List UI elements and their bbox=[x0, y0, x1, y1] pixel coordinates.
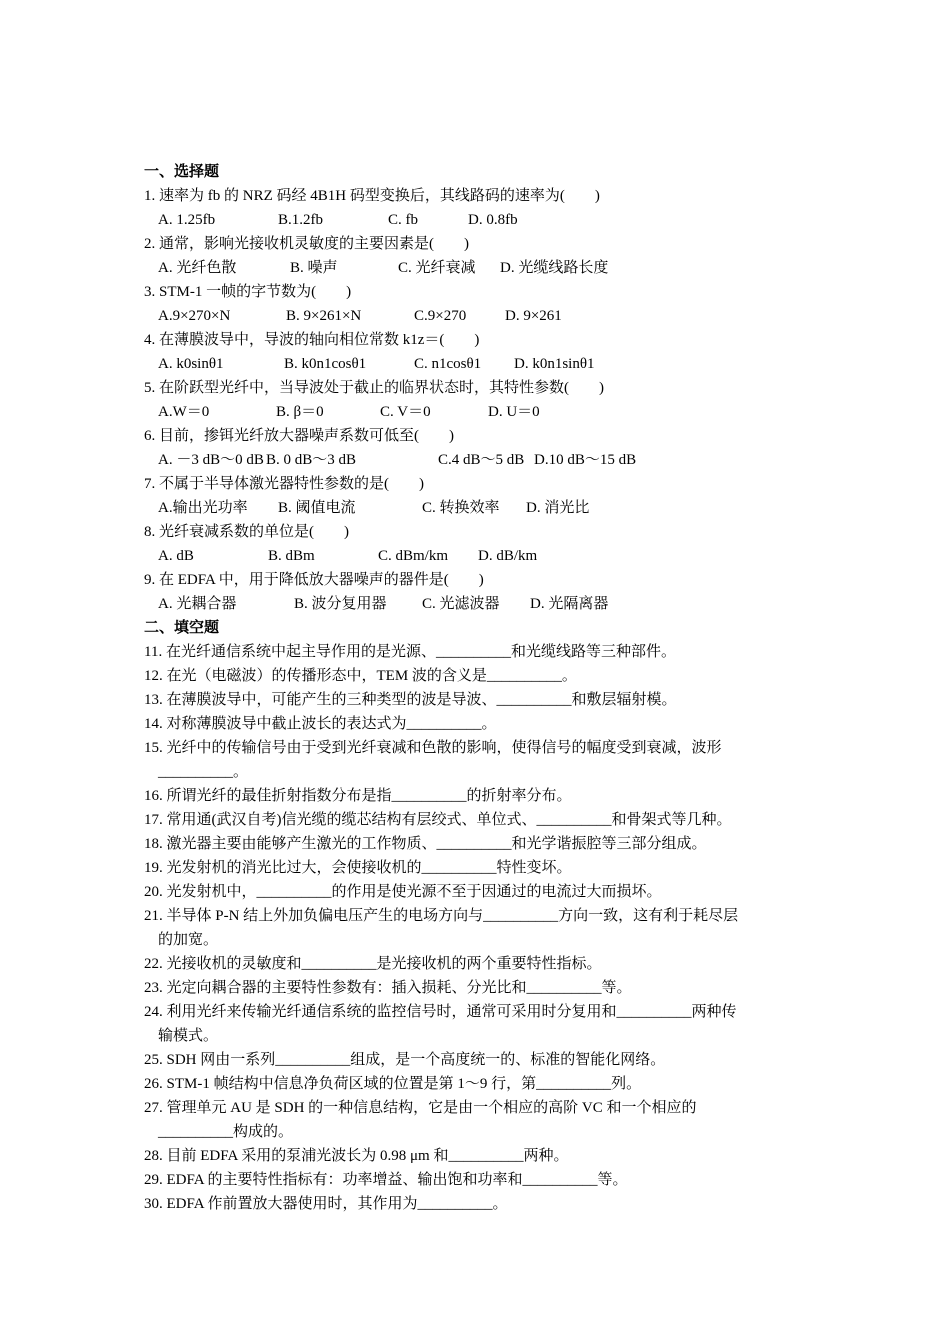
fill-blank-item: 25. SDH 网由一系列__________组成，是一个高度统一的、标准的智能化网络。 bbox=[144, 1052, 666, 1068]
option-b: B. 噪声 bbox=[290, 260, 338, 276]
question-options bbox=[144, 208, 824, 232]
fill-blank-item: 14. 对称薄膜波导中截止波长的表达式为__________。 bbox=[144, 716, 497, 732]
option-a: A. 1.25fb bbox=[158, 212, 216, 228]
fill-blank-item: 28. 目前 EDFA 采用的泵浦光波长为 0.98 μm 和__________两种。 bbox=[144, 1148, 569, 1164]
question-options bbox=[144, 304, 824, 328]
question-stem: 8. 光纤衰减系数的单位是( ) bbox=[144, 524, 349, 540]
option-b: B. k0n1cosθ1 bbox=[284, 356, 367, 372]
option-b: B. 0 dB～3 dB bbox=[266, 452, 357, 468]
fill-blank-item: 26. STM-1 帧结构中信息净负荷区域的位置是第 1～9 行，第__________列。 bbox=[144, 1076, 642, 1092]
question-stem: 2. 通常，影响光接收机灵敏度的主要因素是( ) bbox=[144, 236, 469, 252]
question-stem: 1. 速率为 fb 的 NRZ 码经 4B1H 码型变换后，其线路码的速率为( ) bbox=[144, 188, 600, 204]
section-title-choice: 一、选择题 bbox=[144, 164, 220, 180]
fill-blank-continuation: __________。 bbox=[158, 764, 249, 780]
option-a: A.W＝0 bbox=[158, 404, 210, 420]
question-options bbox=[144, 592, 824, 616]
fill-blank-item: 30. EDFA 作前置放大器使用时，其作用为__________。 bbox=[144, 1196, 508, 1212]
question-options bbox=[144, 352, 824, 376]
fill-blank-list bbox=[144, 640, 824, 1216]
option-c: C. V＝0 bbox=[380, 404, 431, 420]
fill-blank-item: 16. 所谓光纤的最佳折射指数分布是指__________的折射率分布。 bbox=[144, 788, 572, 804]
question-stem: 3. STM-1 一帧的字节数为( ) bbox=[144, 284, 352, 300]
question-stem: 4. 在薄膜波导中，导波的轴向相位常数 k1z＝( ) bbox=[144, 332, 480, 348]
option-d: D.10 dB～15 dB bbox=[534, 452, 637, 468]
section-title-fill: 二、填空题 bbox=[144, 620, 220, 636]
option-d: D. 0.8fb bbox=[468, 212, 518, 228]
option-d: D. 9×261 bbox=[505, 308, 562, 324]
option-b: B. 阈值电流 bbox=[278, 500, 356, 516]
question-options bbox=[144, 448, 824, 472]
question-options bbox=[144, 544, 824, 568]
question-stem: 6. 目前，掺铒光纤放大器噪声系数可低至( ) bbox=[144, 428, 454, 444]
fill-blank-continuation: 输模式。 bbox=[158, 1028, 219, 1044]
option-d: D. 光缆线路长度 bbox=[500, 260, 609, 276]
option-a: A. 光纤色散 bbox=[158, 260, 237, 276]
option-c: C. 光滤波器 bbox=[422, 596, 500, 612]
question-stem: 5. 在阶跃型光纤中，当导波处于截止的临界状态时，其特性参数( ) bbox=[144, 380, 604, 396]
fill-blank-item: 12. 在光（电磁波）的传播形态中，TEM 波的含义是__________。 bbox=[144, 668, 577, 684]
question-stem: 9. 在 EDFA 中，用于降低放大器噪声的器件是( ) bbox=[144, 572, 484, 588]
fill-blank-item: 27. 管理单元 AU 是 SDH 的一种信息结构，它是由一个相应的高阶 VC 和一个相应的 bbox=[144, 1100, 697, 1116]
fill-blank-item: 19. 光发射机的消光比过大，会使接收机的__________特性变坏。 bbox=[144, 860, 572, 876]
option-a: A. 光耦合器 bbox=[158, 596, 237, 612]
option-c: C.4 dB～5 dB bbox=[438, 452, 525, 468]
option-a: A.输出光功率 bbox=[158, 500, 248, 516]
option-c: C.9×270 bbox=[414, 308, 467, 324]
fill-blank-item: 17. 常用通(武汉自考)信光缆的缆芯结构有层绞式、单位式、__________和骨架式等几种。 bbox=[144, 812, 732, 828]
fill-blank-item: 21. 半导体 P-N 结上外加负偏电压产生的电场方向与__________方向一致，这有利于耗尽层 bbox=[144, 908, 739, 924]
fill-blank-item: 20. 光发射机中，__________的作用是使光源不至于因通过的电流过大而损坏。 bbox=[144, 884, 662, 900]
option-c: C. fb bbox=[388, 212, 418, 228]
option-d: D. dB/km bbox=[478, 548, 538, 564]
fill-blank-item: 18. 激光器主要由能够产生激光的工作物质、__________和光学谐振腔等三部分组成。 bbox=[144, 836, 707, 852]
fill-blank-continuation: 的加宽。 bbox=[158, 932, 219, 948]
exam-content bbox=[144, 160, 824, 1216]
option-a: A. dB bbox=[158, 548, 194, 564]
question-stem: 7. 不属于半导体激光器特性参数的是( ) bbox=[144, 476, 424, 492]
fill-blank-item: 23. 光定向耦合器的主要特性参数有：插入损耗、分光比和__________等。 bbox=[144, 980, 632, 996]
fill-blank-item: 13. 在薄膜波导中，可能产生的三种类型的波是导波、__________和敷层辐射模。 bbox=[144, 692, 677, 708]
option-d: D. k0n1sinθ1 bbox=[514, 356, 595, 372]
fill-blank-continuation: __________构成的。 bbox=[158, 1124, 294, 1140]
option-b: B. 9×261×N bbox=[286, 308, 362, 324]
fill-blank-item: 22. 光接收机的灵敏度和__________是光接收机的两个重要特性指标。 bbox=[144, 956, 602, 972]
question-options bbox=[144, 496, 824, 520]
option-b: B.1.2fb bbox=[278, 212, 323, 228]
option-d: D. 消光比 bbox=[526, 500, 590, 516]
option-a: A.9×270×N bbox=[158, 308, 231, 324]
option-c: C. dBm/km bbox=[378, 548, 449, 564]
option-c: C. 光纤衰减 bbox=[398, 260, 476, 276]
option-a: A. k0sinθ1 bbox=[158, 356, 224, 372]
option-b: B. 波分复用器 bbox=[294, 596, 387, 612]
fill-blank-item: 24. 利用光纤来传输光纤通信系统的监控信号时，通常可采用时分复用和__________两种传 bbox=[144, 1004, 737, 1020]
option-c: C. 转换效率 bbox=[422, 500, 500, 516]
option-c: C. n1cosθ1 bbox=[414, 356, 482, 372]
fill-blank-item: 15. 光纤中的传输信号由于受到光纤衰减和色散的影响，使得信号的幅度受到衰减，波形 bbox=[144, 740, 722, 756]
question-options bbox=[144, 400, 824, 424]
choice-question-list bbox=[144, 184, 824, 616]
question-options bbox=[144, 256, 824, 280]
option-b: B. β＝0 bbox=[276, 404, 324, 420]
option-a: A. －3 dB～0 dB bbox=[158, 452, 264, 468]
fill-blank-item: 11. 在光纤通信系统中起主导作用的是光源、__________和光缆线路等三种部件。 bbox=[144, 644, 676, 660]
option-b: B. dBm bbox=[268, 548, 315, 564]
option-d: D. U＝0 bbox=[488, 404, 540, 420]
option-d: D. 光隔离器 bbox=[530, 596, 609, 612]
fill-blank-item: 29. EDFA 的主要特性指标有：功率增益、输出饱和功率和__________等。 bbox=[144, 1172, 628, 1188]
